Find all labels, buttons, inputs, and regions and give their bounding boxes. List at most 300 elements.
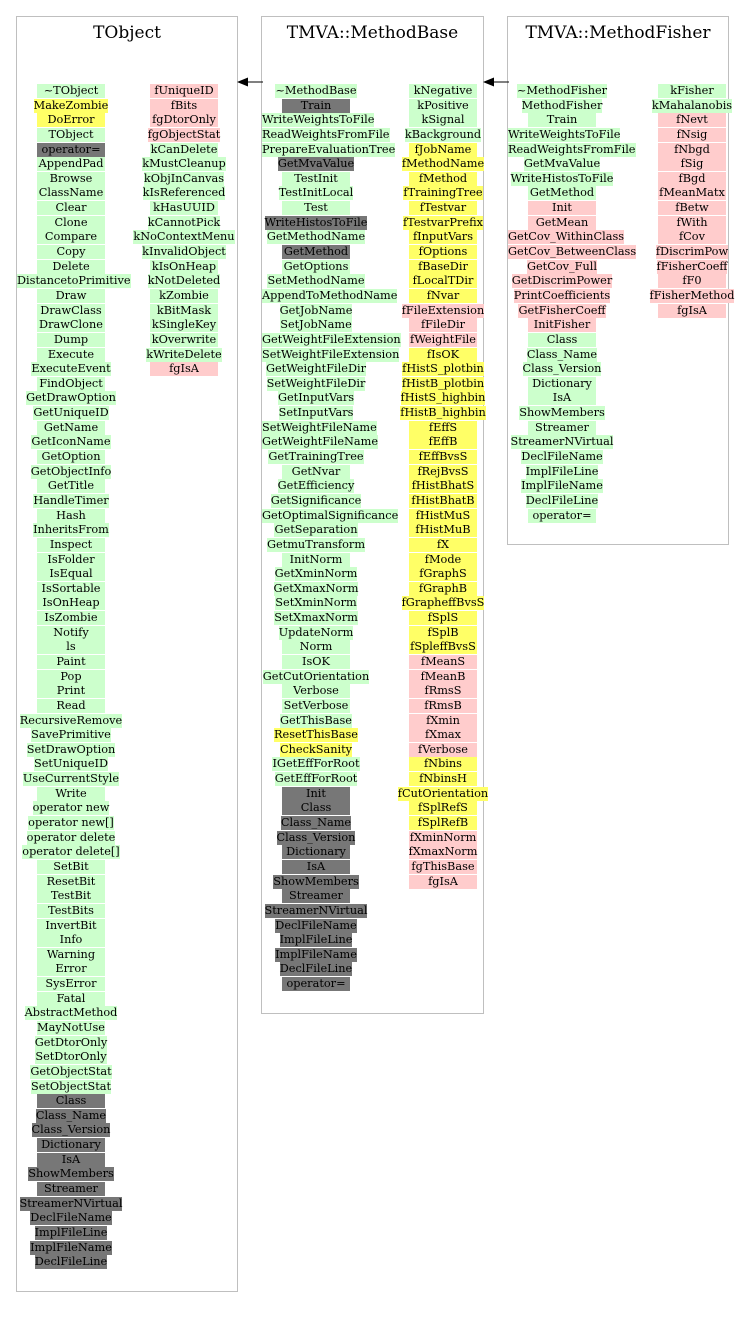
method-row — [262, 611, 370, 626]
method-row — [17, 304, 125, 319]
method-label: SetWeightFileExtension — [262, 347, 400, 361]
method-label: Verbose — [282, 684, 350, 698]
method-label: Dictionary — [37, 1138, 105, 1152]
member-row — [639, 230, 744, 245]
member-row — [639, 113, 744, 128]
method-list — [262, 84, 401, 992]
method-label: GetMethod — [529, 186, 595, 200]
member-row — [639, 143, 744, 158]
method-label: InheritsFrom — [33, 523, 109, 537]
method-label: GetEfficiency — [277, 479, 355, 493]
method-label: DeclFileLine — [279, 962, 353, 976]
method-label: FindObject — [37, 377, 105, 391]
method-row — [262, 347, 400, 363]
method-label: Print — [37, 684, 105, 698]
method-label: GetIconName — [31, 435, 111, 449]
method-row — [17, 1050, 125, 1065]
member-row — [117, 348, 251, 363]
method-label: GetCov_WithinClass — [508, 230, 625, 244]
method-label: Hash — [37, 509, 105, 523]
method-label: Delete — [37, 260, 105, 274]
method-row — [17, 494, 125, 509]
member-row — [117, 333, 251, 348]
method-row — [262, 172, 370, 187]
member-row — [387, 787, 499, 802]
member-label: fgDtorOnly — [150, 113, 218, 127]
method-label: Class_Version — [522, 362, 602, 376]
method-label: GetTrainingTree — [268, 450, 364, 464]
method-row — [262, 216, 370, 231]
member-label: fMethodName — [401, 157, 485, 171]
member-label: fgIsA — [658, 304, 726, 318]
member-row — [387, 611, 499, 626]
member-label: fMeanMatx — [659, 186, 725, 200]
method-row — [262, 743, 370, 758]
member-label: kNoContextMenu — [133, 230, 235, 244]
method-label: GetOption — [37, 450, 105, 464]
method-label: Write — [37, 787, 105, 801]
method-label: operator new — [32, 801, 110, 815]
method-row — [262, 904, 370, 919]
method-label: ImplFileName — [521, 479, 603, 493]
method-row — [17, 801, 125, 816]
method-label: DeclFileLine — [34, 1255, 108, 1269]
method-label: GetXminNorm — [274, 567, 358, 581]
member-row — [639, 99, 744, 114]
method-row — [262, 728, 370, 743]
member-label: fInputVars — [409, 230, 477, 244]
method-label: Test — [282, 201, 350, 215]
method-row — [262, 699, 370, 714]
method-label: GetSeparation — [274, 523, 358, 537]
method-label: Class_Name — [35, 1108, 107, 1122]
member-row — [387, 230, 499, 245]
method-row — [262, 450, 370, 465]
method-row — [17, 1226, 125, 1241]
method-row — [17, 1182, 125, 1197]
method-label: GetMethodName — [266, 230, 366, 244]
method-list — [508, 84, 637, 523]
method-label: Browse — [37, 172, 105, 186]
method-row — [262, 831, 370, 846]
method-label: GetDtorOnly — [34, 1035, 108, 1049]
method-label: operator new[] — [28, 816, 114, 830]
method-row — [17, 1109, 125, 1124]
member-label: fSplRefB — [409, 816, 477, 830]
method-label: GetMvaValue — [277, 157, 355, 171]
method-label: ResetBit — [37, 875, 105, 889]
member-label: fGraphS — [409, 567, 477, 581]
method-row — [17, 157, 125, 172]
member-row — [387, 831, 499, 846]
method-row — [17, 216, 125, 231]
member-label: fHistS_plotbin — [402, 362, 484, 376]
member-row — [387, 816, 499, 831]
member-label: fgThisBase — [409, 860, 477, 874]
method-label: IsFolder — [37, 553, 105, 567]
method-row — [17, 274, 131, 289]
method-row — [262, 186, 370, 201]
member-row — [117, 304, 251, 319]
method-row — [17, 1241, 125, 1256]
method-label: Streamer — [528, 421, 596, 435]
method-label: Init — [528, 201, 596, 215]
member-label: fJobName — [409, 143, 477, 157]
member-label: fXminNorm — [409, 830, 477, 844]
class-box-methodfisher — [507, 16, 735, 545]
member-label: kFisher — [658, 84, 726, 98]
method-row — [17, 391, 125, 406]
method-label: ClassName — [38, 186, 104, 200]
method-row — [17, 230, 125, 245]
method-row — [17, 128, 125, 143]
member-label: kBackground — [404, 127, 482, 141]
member-label: fTestvar — [409, 201, 477, 215]
method-label: GetTitle — [37, 479, 105, 493]
method-label: Read — [37, 699, 105, 713]
member-row — [639, 274, 744, 289]
method-label: AppendToMethodName — [262, 288, 398, 302]
member-row — [387, 421, 499, 436]
member-row — [387, 172, 499, 187]
member-row — [387, 318, 499, 333]
member-label: fSpleffBvsS — [410, 640, 476, 654]
method-label: Notify — [37, 626, 105, 640]
method-row — [17, 670, 125, 685]
member-label: fGraphB — [409, 582, 477, 596]
member-label: kWriteDelete — [146, 347, 222, 361]
member-row — [639, 157, 744, 172]
method-label: GetmuTransform — [266, 537, 366, 551]
method-row — [17, 406, 125, 421]
member-label: fFileExtension — [401, 303, 485, 317]
method-row — [17, 450, 125, 465]
method-row — [262, 582, 370, 597]
method-row — [262, 479, 370, 494]
member-row — [639, 304, 744, 319]
method-label: Class_Name — [526, 347, 598, 361]
method-label: SysError — [37, 977, 105, 991]
method-row — [262, 845, 370, 860]
member-label: fNvar — [409, 289, 477, 303]
method-row — [17, 99, 125, 114]
member-label: kPositive — [409, 99, 477, 113]
member-label: fXmaxNorm — [408, 845, 478, 859]
member-list — [117, 84, 251, 377]
method-row — [508, 333, 616, 348]
method-label: Streamer — [37, 1182, 105, 1196]
method-row — [17, 640, 125, 655]
method-row — [17, 333, 125, 348]
method-label: GetUniqueID — [33, 406, 109, 420]
member-label: fSplB — [409, 626, 477, 640]
method-row — [508, 509, 616, 524]
method-row — [508, 172, 616, 187]
method-label: ImplFileLine — [525, 464, 599, 478]
member-label: fEffBvsS — [409, 450, 477, 464]
member-row — [117, 274, 251, 289]
member-row — [117, 172, 251, 187]
method-row — [262, 318, 370, 333]
method-row — [17, 84, 125, 99]
method-label: GetNvar — [282, 465, 350, 479]
method-label: StreamerNVirtual — [510, 435, 614, 449]
member-label: fCutOrientation — [397, 786, 489, 800]
member-row — [387, 875, 499, 890]
method-label: GetOptimalSignificance — [262, 508, 399, 522]
method-label: Clear — [37, 201, 105, 215]
method-label: ~TObject — [37, 84, 105, 98]
method-label: GetMvaValue — [523, 157, 601, 171]
method-label: DeclFileName — [30, 1211, 112, 1225]
method-row — [17, 831, 125, 846]
member-row — [117, 260, 251, 275]
method-row — [262, 962, 370, 977]
member-label: fGrapheffBvsS — [401, 596, 485, 610]
method-row — [17, 1255, 125, 1270]
method-label: WriteWeightsToFile — [262, 113, 375, 127]
method-label: ~MethodBase — [275, 84, 357, 97]
method-label: operator delete — [26, 830, 116, 844]
member-row — [387, 157, 499, 172]
member-label: fTestvarPrefix — [403, 215, 483, 229]
member-row — [117, 99, 251, 114]
member-label: fBetw — [658, 201, 726, 215]
method-label: WriteWeightsToFile — [508, 127, 621, 141]
inheritance-arrow-methodfisher-to-methodbase — [483, 76, 509, 88]
member-label: fFisherCoeff — [656, 259, 728, 273]
member-label: fNbinsH — [409, 772, 477, 786]
method-label: Dump — [37, 333, 105, 347]
member-row — [639, 289, 744, 304]
method-row — [508, 318, 616, 333]
method-label: UpdateNorm — [278, 625, 354, 639]
method-label: Class_Version — [276, 830, 356, 844]
method-label: Paint — [37, 655, 105, 669]
member-row — [387, 757, 499, 772]
method-row — [262, 127, 390, 143]
method-row — [508, 421, 616, 436]
method-label: HandleTimer — [33, 493, 109, 507]
member-row — [387, 743, 499, 758]
method-row — [262, 919, 370, 934]
member-row — [387, 348, 499, 363]
method-row — [262, 640, 370, 655]
method-row — [17, 1006, 125, 1021]
member-label: fBgd — [658, 172, 726, 186]
member-label: kIsOnHeap — [151, 259, 217, 273]
member-row — [387, 406, 499, 421]
method-row — [17, 611, 125, 626]
method-row — [17, 582, 125, 597]
member-label: fgIsA — [150, 362, 218, 376]
method-row — [17, 992, 125, 1007]
method-label: ShowMembers — [519, 406, 605, 420]
method-row — [508, 465, 616, 480]
method-row — [262, 420, 377, 436]
member-row — [387, 245, 499, 260]
method-label: TestInitLocal — [278, 186, 354, 200]
member-row — [387, 699, 499, 714]
method-label: IsA — [528, 391, 596, 405]
member-row — [387, 523, 499, 538]
member-label: fEffB — [409, 435, 477, 449]
method-label: GetFisherCoeff — [518, 303, 606, 317]
method-label: Fatal — [37, 992, 105, 1006]
method-label: TestBit — [37, 889, 105, 903]
method-row — [17, 699, 125, 714]
method-label: Class — [528, 333, 596, 347]
method-row — [262, 889, 370, 904]
class-title: TMVA::MethodFisher — [525, 23, 711, 43]
method-row — [17, 1021, 125, 1036]
method-row — [262, 714, 370, 729]
method-row — [17, 875, 125, 890]
method-row — [262, 538, 370, 553]
method-label: GetDiscrimPower — [511, 274, 613, 288]
method-label: SetBit — [37, 860, 105, 874]
member-label: kSingleKey — [151, 318, 217, 332]
method-row — [262, 230, 370, 245]
member-row — [639, 84, 744, 99]
method-label: PrepareEvaluationTree — [262, 142, 396, 156]
method-row — [17, 348, 125, 363]
method-row — [508, 113, 616, 128]
member-label: fgIsA — [409, 875, 477, 889]
method-row — [17, 289, 125, 304]
method-label: SetUniqueID — [33, 757, 109, 771]
member-label: fMeanS — [409, 655, 477, 669]
member-label: kBitMask — [150, 304, 218, 318]
method-row — [262, 435, 379, 450]
method-label: GetInputVars — [277, 391, 355, 405]
method-label: SetDrawOption — [26, 742, 116, 756]
method-label: ReadWeightsFromFile — [262, 127, 390, 141]
class-box-tobject — [16, 16, 238, 1292]
method-row — [17, 523, 125, 538]
member-label: fNbins — [409, 757, 477, 771]
method-label: Train — [528, 113, 596, 127]
member-row — [639, 201, 744, 216]
method-label: GetCov_BetweenClass — [508, 245, 637, 259]
member-label: fWith — [658, 216, 726, 230]
member-label: fSig — [658, 157, 726, 171]
method-label: GetOptions — [283, 259, 349, 273]
member-row — [387, 655, 499, 670]
member-label: kInvalidObject — [142, 245, 226, 259]
member-row — [117, 143, 251, 158]
member-label: kNegative — [409, 84, 477, 98]
method-row — [17, 1094, 125, 1109]
method-row — [508, 479, 616, 494]
method-row — [262, 142, 396, 158]
method-label: IGetEffForRoot — [272, 757, 360, 771]
method-label: ShowMembers — [273, 874, 359, 888]
method-row — [17, 538, 125, 553]
method-label: IsEqual — [37, 567, 105, 581]
method-row — [508, 201, 616, 216]
method-label: WriteHistosToFile — [264, 215, 368, 229]
method-label: IsA — [282, 860, 350, 874]
member-label: kNotDeleted — [147, 274, 221, 288]
method-label: DrawClass — [37, 304, 105, 318]
method-row — [17, 919, 125, 934]
member-row — [387, 435, 499, 450]
method-row — [17, 889, 125, 904]
member-row — [387, 509, 499, 524]
member-label: fMode — [409, 553, 477, 567]
method-label: operator= — [282, 977, 350, 991]
member-row — [387, 465, 499, 480]
member-row — [387, 274, 499, 289]
method-label: SetXminNorm — [275, 596, 357, 610]
method-row — [17, 1211, 125, 1226]
method-label: SetWeightFileDir — [266, 376, 366, 390]
member-row — [117, 186, 251, 201]
member-label: kIsReferenced — [142, 186, 226, 200]
method-row — [262, 406, 370, 421]
method-row — [262, 99, 370, 114]
method-row — [262, 772, 370, 787]
method-row — [508, 245, 637, 260]
method-label: SetObjectStat — [30, 1079, 112, 1093]
method-row — [17, 1167, 125, 1182]
method-row — [17, 435, 125, 450]
method-label: ReadWeightsFromFile — [508, 142, 636, 156]
method-row — [262, 816, 370, 831]
method-label: Pop — [37, 670, 105, 684]
method-row — [262, 684, 370, 699]
method-row — [508, 274, 616, 289]
member-label: fMeanB — [409, 670, 477, 684]
method-row — [262, 875, 370, 890]
member-row — [639, 245, 744, 260]
method-label: DeclFileLine — [525, 493, 599, 507]
method-row — [508, 186, 616, 201]
method-label: Dictionary — [282, 845, 350, 859]
member-row — [387, 377, 499, 392]
method-row — [17, 465, 125, 480]
member-row — [387, 567, 499, 582]
method-label: GetThisBase — [280, 713, 352, 727]
method-row — [17, 318, 125, 333]
member-label: fSplRefS — [409, 801, 477, 815]
method-label: Clone — [37, 216, 105, 230]
method-label: AbstractMethod — [24, 1006, 118, 1020]
method-label: Class — [37, 1094, 105, 1108]
method-label: GetDrawOption — [26, 391, 116, 405]
method-row — [508, 260, 616, 275]
method-row — [262, 260, 370, 275]
member-row — [387, 553, 499, 568]
member-label: fXmax — [409, 728, 477, 742]
method-label: Class — [282, 801, 350, 815]
method-label: GetWeightFileName — [262, 435, 379, 449]
method-label: IsA — [37, 1153, 105, 1167]
member-label: kCanDelete — [150, 142, 218, 156]
member-label: fBaseDir — [409, 260, 477, 274]
method-label: Warning — [37, 948, 105, 962]
method-label: SetXmaxNorm — [274, 611, 358, 625]
method-row — [508, 230, 625, 245]
method-label: SetDtorOnly — [35, 1050, 107, 1064]
member-row — [117, 289, 251, 304]
member-row — [387, 362, 499, 377]
method-row — [262, 787, 370, 802]
method-label: GetMean — [528, 216, 596, 230]
member-label: fHistB_plotbin — [401, 376, 485, 390]
member-label: fTrainingTree — [403, 186, 483, 200]
